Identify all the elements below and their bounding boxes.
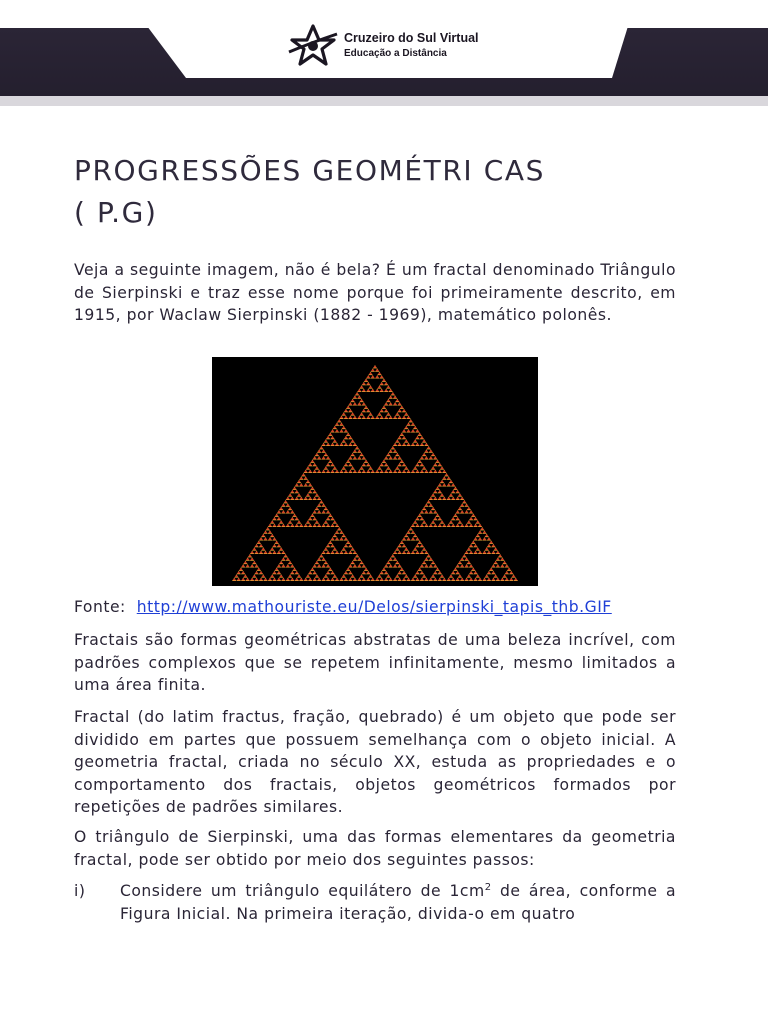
definition-paragraph: Fractal (do latim fractus, fração, quebrado) é um objeto que pode ser dividido em partes que possuem semelhança com o objeto inicial. A geometria fractal, criada no século XX, estuda as propriedades e o comportamento dos fractais, objetos geométricos formados por repetições de padrões similares. xyxy=(74,708,676,817)
step-marker: i) xyxy=(74,882,86,900)
title-line-1: PROGRESSÕES GEOMÉTRI CAS xyxy=(74,154,546,187)
page-title xyxy=(74,150,694,234)
source-citation xyxy=(74,596,694,618)
triangle-paragraph: O triângulo de Sierpinski, uma das formas elementares da geometria fractal, pode ser obtido por meio dos seguintes passos: xyxy=(74,828,676,869)
fractals-paragraph: Fractais são formas geométricas abstratas de uma beleza incrível, com padrões complexos que se repetem infinitamente, mesmo limitados a uma área finita. xyxy=(74,631,676,695)
title-line-2: ( P.G) xyxy=(74,196,158,229)
source-link[interactable]: http://www.mathouriste.eu/Delos/sierpinski_tapis_thb.GIF xyxy=(136,598,612,616)
logo-text-line1: Cruzeiro do Sul Virtual xyxy=(344,31,479,45)
header-banner xyxy=(0,0,768,110)
source-label: Fonte: xyxy=(74,598,126,616)
sierpinski-triangle-image xyxy=(212,357,538,586)
logo-text-line2: Educação a Distância xyxy=(344,48,447,59)
intro-paragraph: Veja a seguinte imagem, não é bela? É um fractal denominado Triângulo de Sierpinski e traz esse nome porque foi primeiramente descrito, em 1915, por Waclaw Sierpinski (1882 - 1969), matemático polonês. xyxy=(74,261,676,325)
step-text: Considere um triângulo equilátero de $1cm^2$ de área, conforme a Figura Inicial. Na primeira iteração, divida-o em quatro xyxy=(120,881,676,923)
